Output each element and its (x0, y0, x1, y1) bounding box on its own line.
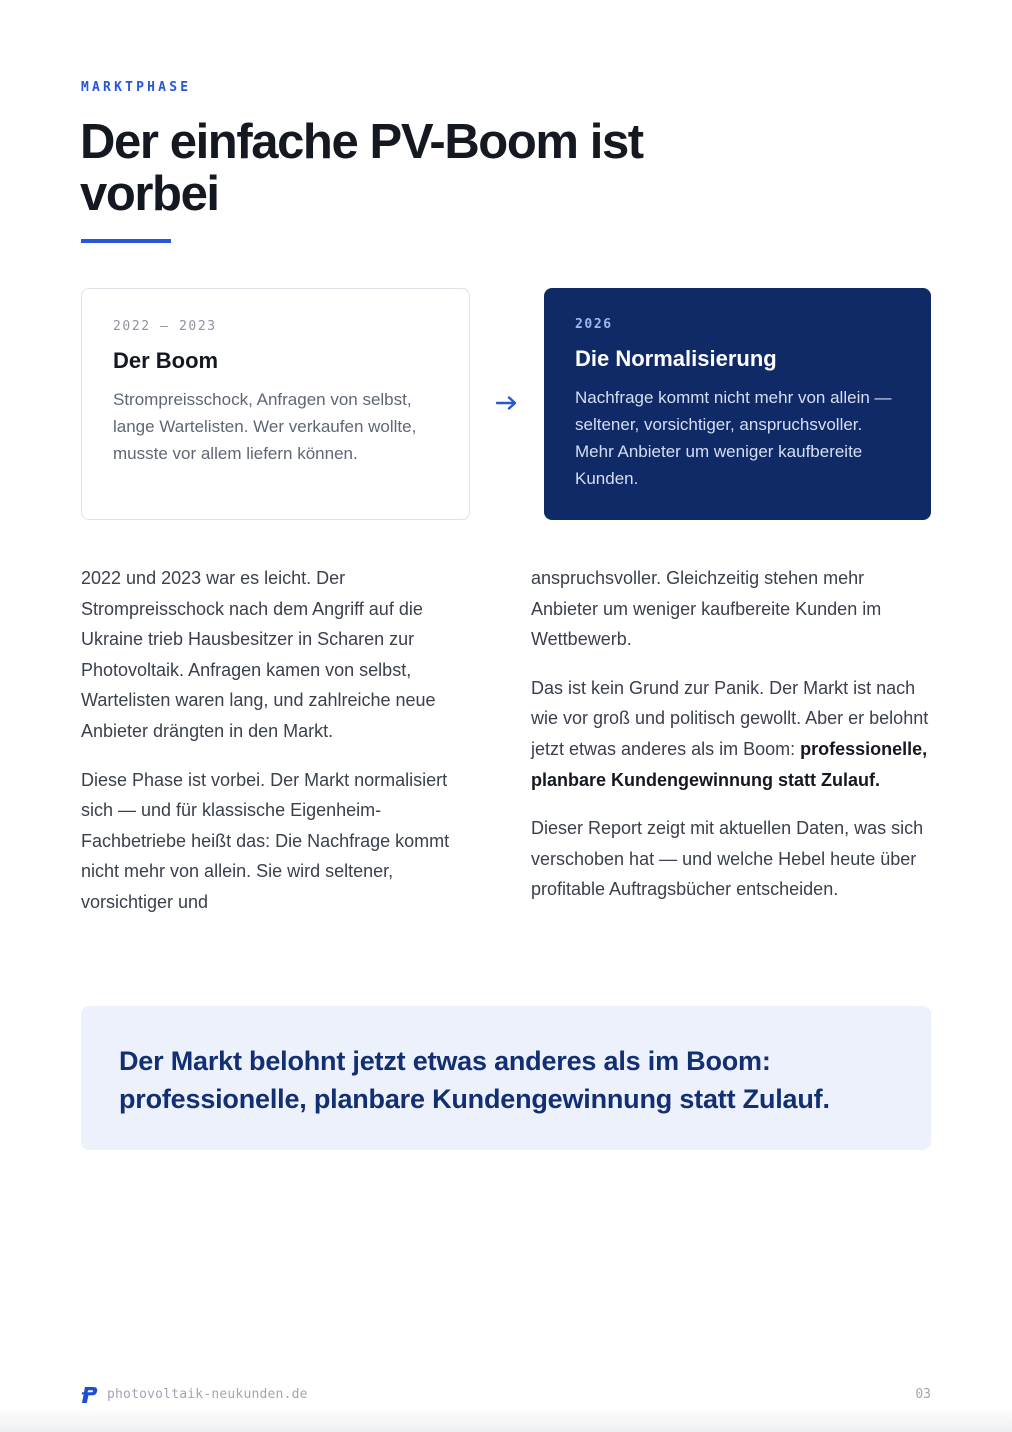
body-paragraph: Dieser Report zeigt mit aktuellen Daten, was sich verschoben hat — und welche Hebel heute über profitable Auftragsbücher entscheiden. (531, 818, 924, 900)
body-paragraph: anspruchsvoller. Gleichzeitig stehen mehr Anbieter um weniger kaufbereite Kunden im Wettbewerb. (531, 568, 882, 650)
section-eyebrow: MARKTPHASE (81, 80, 192, 95)
page-number: 03 (915, 1387, 931, 1402)
comparison-card-boom (81, 288, 470, 520)
card-period: 2026 (575, 317, 613, 332)
arrow-right-icon (494, 390, 520, 416)
page-footer (81, 1385, 931, 1405)
comparison-card-normalization (544, 288, 931, 520)
footer-domain: photovoltaik-neukunden.de (107, 1387, 308, 1402)
body-text: Das ist kein Grund zur Panik. Der Markt ist nach wie vor groß und politisch gewollt. Aber er belohnt jetzt etwas anderes als im Boom: (531, 677, 929, 759)
body-paragraph: Diese Phase ist vorbei. Der Markt normalisiert sich — und für klassische Eigenheim-Fachbetriebe heißt das: Die Nachfrage kommt nicht mehr von allein. Sie wird seltener, vorsichtiger und (81, 769, 450, 912)
highlight-callout (81, 1006, 931, 1150)
photovoltaik-logo-icon (81, 1387, 98, 1403)
body-column-right (531, 563, 931, 923)
title-underline (81, 239, 171, 243)
body-paragraph: 2022 und 2023 war es leicht. Der Strompreisschock nach dem Angriff auf die Ukraine trieb Hausbesitzer in Scharen zur Photovoltaik. Anfragen kamen von selbst, Wartelisten waren lang, und zahlreiche neue Anbieter drängten in den Markt. (81, 568, 436, 741)
card-text: Strompreisschock, Anfragen von selbst, lange Wartelisten. Wer verkaufen wollte, musste vor allem liefern können. (113, 390, 417, 463)
bottom-shadow (0, 1406, 1012, 1432)
body-column-left (81, 563, 481, 936)
card-heading: Der Boom (113, 348, 219, 373)
callout-text: Der Markt belohnt jetzt etwas anderes als im Boom: professionelle, planbare Kundengewinnung statt Zulauf. (119, 1046, 830, 1114)
body-emphasis: professionelle, planbare Kundengewinnung statt Zulauf. (531, 738, 928, 790)
card-period: 2022 – 2023 (113, 319, 217, 334)
card-text: Nachfrage kommt nicht mehr von allein — seltener, vorsichtiger, anspruchsvoller. Mehr Anbieter um weniger kaufbereite Kunden. (575, 388, 892, 488)
card-heading: Die Normalisierung (575, 346, 777, 371)
page-title: Der einfache PV-Boom ist vorbei (80, 115, 643, 221)
body-paragraph (531, 673, 931, 795)
